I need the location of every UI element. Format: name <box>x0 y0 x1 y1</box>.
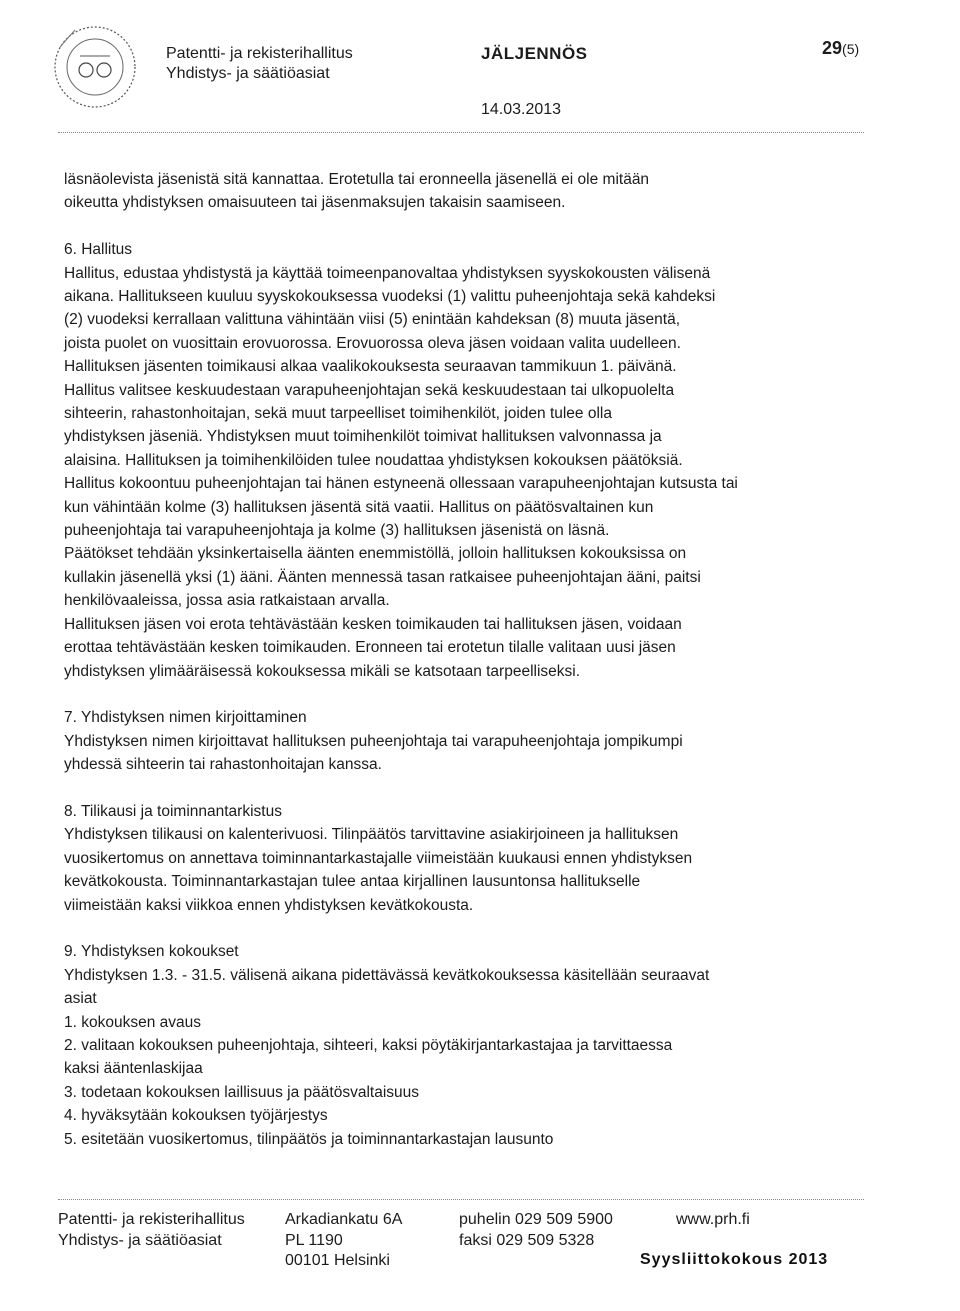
body-line: alaisina. Hallituksen ja toimihenkilöiden tulee noudattaa yhdistyksen kokouksen päätöksiä. <box>64 451 683 469</box>
body-line: Päätökset tehdään yksinkertaisella äänten enemmistöllä, jolloin hallituksen kokouksissa on <box>64 545 687 563</box>
body-line: oikeutta yhdistyksen omaisuuteen tai jäsenmaksujen takaisin saamiseen. <box>64 194 566 212</box>
body-line: sihteerin, rahastonhoitajan, sekä muut tarpeelliset toimihenkilöt, joiden tulee olla <box>64 405 612 423</box>
body-line: kullakin jäsenellä yksi (1) ääni. Äänten mennessä tasan ratkaisee puheenjohtajan ääni, paitsi <box>64 568 701 586</box>
paragraph-gap <box>64 917 864 940</box>
footer-org-line1: Patentti- ja rekisterihallitus <box>58 1211 245 1228</box>
footer-org-line2: Yhdistys- ja säätiöasiat <box>58 1231 222 1249</box>
paragraph-gap <box>64 683 864 706</box>
body-line: puheenjohtaja tai varapuheenjohtaja ja kolme (3) hallituksen jäsenistä on läsnä. <box>64 522 610 540</box>
body-line: 8. Tilikausi ja toiminnantarkistus <box>64 802 282 820</box>
meeting-stamp: Syysliittokokous 2013 <box>640 1251 829 1268</box>
body-line: erottaa tehtävästään kesken toimikauden. Eronneen tai erotetun tilalle valitaan uusi jäsen <box>64 639 676 657</box>
body-line: Hallituksen jäsenten toimikausi alkaa vaalikokouksesta seuraavan tammikuun 1. päivänä. <box>64 358 677 376</box>
paragraph-gap <box>64 215 864 238</box>
body-line: Hallitus kokoontuu puheenjohtajan tai hänen estyneenä ollessaan varapuheenjohtajan kutsusta tai <box>64 475 738 493</box>
prh-seal-icon <box>50 22 140 112</box>
footer-fax: faksi 029 509 5328 <box>459 1231 595 1249</box>
body-line: 3. todetaan kokouksen laillisuus ja päätösvaltaisuus <box>64 1083 420 1101</box>
page-current: 29 <box>822 38 843 58</box>
footer-pobox: PL 1190 <box>285 1231 343 1249</box>
footer-street: Arkadiankatu 6A <box>285 1211 403 1228</box>
footer-address <box>285 1210 402 1272</box>
body-line: yhdistyksen ylimääräisessä kokouksessa mikäli se katsotaan tarpeelliseksi. <box>64 662 581 680</box>
body-line: 9. Yhdistyksen kokoukset <box>64 943 239 961</box>
body-line: Yhdistyksen nimen kirjoittavat hallituksen puheenjohtaja tai varapuheenjohtaja jompikumpi <box>64 732 683 750</box>
body-line: (2) vuodeksi kerrallaan valittuna vähintään viisi (5) enintään kahdeksan (8) muuta jäsentä, <box>64 311 681 329</box>
body-line: Yhdistyksen tilikausi on kalenterivuosi. Tilinpäätös tarvittavine asiakirjoineen ja hallituksen <box>64 826 679 844</box>
body-text <box>64 168 864 1151</box>
body-line: 2. valitaan kokouksen puheenjohtaja, sihteeri, kaksi pöytäkirjantarkastajaa ja tarvittaessa <box>64 1036 673 1054</box>
body-line: kaksi ääntenlaskijaa <box>64 1060 203 1078</box>
body-line: henkilövaaleissa, jossa asia ratkaistaan arvalla. <box>64 592 390 610</box>
body-line: 1. kokouksen avaus <box>64 1013 202 1031</box>
body-line: viimeistään kaksi viikkoa ennen yhdistyksen kevätkokousta. <box>64 896 474 914</box>
body-line: 4. hyväksytään kokouksen työjärjestys <box>64 1107 328 1125</box>
body-line: aikana. Hallitukseen kuuluu syyskokouksessa vuodeksi (1) valittu puheenjohtaja sekä kahdeksi <box>64 288 716 306</box>
body-line: kun vähintään kolme (3) hallituksen jäsentä sitä vaatii. Hallitus on päätösvaltainen kun <box>64 498 654 516</box>
body-line: 5. esitetään vuosikertomus, tilinpäätös ja toiminnantarkastajan lausunto <box>64 1130 554 1148</box>
page-total: (5) <box>842 41 860 57</box>
body-line: yhdistyksen jäseniä. Yhdistyksen muut toimihenkilöt toimivat hallituksen valvonnassa ja <box>64 428 662 446</box>
body-line: asiat <box>64 990 97 1008</box>
footer-organization <box>58 1210 245 1251</box>
body-line: läsnäolevista jäsenistä sitä kannattaa. Erotetulla tai eronneella jäsenellä ei ole mitään <box>64 171 650 188</box>
footer-divider <box>58 1199 864 1200</box>
footer-phone: puhelin 029 509 5900 <box>459 1211 613 1228</box>
footer-website <box>676 1210 750 1231</box>
body-line: 6. Hallitus <box>64 241 133 259</box>
header-org-line1: Patentti- ja rekisterihallitus <box>166 45 353 62</box>
body-line: Hallitus valitsee keskuudestaan varapuheenjohtajan sekä keskuudestaan tai ulkopuolelta <box>64 381 675 399</box>
copy-label: JÄLJENNÖS <box>481 44 588 63</box>
body-line: joista puolet on vuosittain erovuorossa. Erovuorossa oleva jäsen voidaan valita uudelleen. <box>64 334 681 352</box>
header-date: 14.03.2013 <box>481 101 562 118</box>
body-line: vuosikertomus on annettava toiminnantarkastajalle viimeistään kuukausi ennen yhdistyksen <box>64 849 693 867</box>
body-line: kevätkokousta. Toiminnantarkastajan tulee antaa kirjallinen lausuntonsa hallitukselle <box>64 873 641 891</box>
body-line: Yhdistyksen 1.3. - 31.5. välisenä aikana pidettävässä kevätkokouksessa käsitellään seuraavat <box>64 966 710 984</box>
paragraph-gap <box>64 777 864 800</box>
header-organization <box>166 44 353 84</box>
body-line: Hallitus, edustaa yhdistystä ja käyttää toimeenpanovaltaa yhdistyksen syyskokousten välisenä <box>64 264 711 282</box>
footer-postcode: 00101 Helsinki <box>285 1252 390 1269</box>
body-line: yhdessä sihteerin tai rahastonhoitajan kanssa. <box>64 756 382 774</box>
header-org-line2: Yhdistys- ja säätiöasiat <box>166 65 330 82</box>
footer-url: www.prh.fi <box>676 1211 750 1228</box>
page-number <box>822 38 859 59</box>
body-line: Hallituksen jäsen voi erota tehtävästään kesken toimikauden tai hallituksen jäsen, voidaan <box>64 615 682 633</box>
footer-contact <box>459 1210 613 1251</box>
header-divider <box>58 132 864 133</box>
body-line: 7. Yhdistyksen nimen kirjoittaminen <box>64 709 307 727</box>
